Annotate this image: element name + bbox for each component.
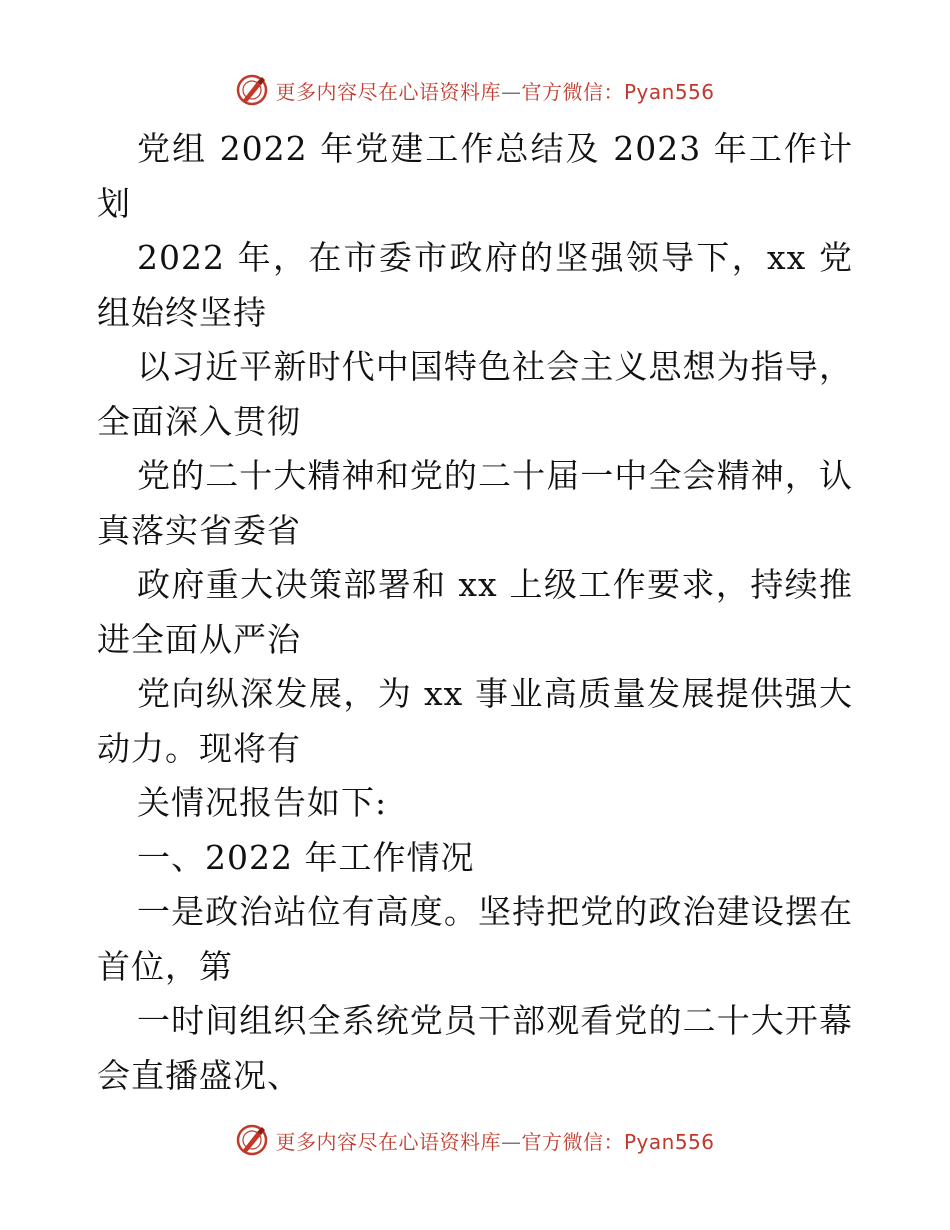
banner-separator: — (500, 1129, 522, 1154)
document-body (97, 122, 853, 1103)
paragraph: 2022 年，在市委市政府的坚强领导下，xx 党组始终坚持 (97, 238, 853, 332)
document-title: 党组 2022 年党建工作总结及 2023 年工作计划 (97, 129, 853, 223)
footer-banner (0, 1120, 950, 1160)
header-banner (0, 70, 950, 110)
banner-text (275, 76, 714, 105)
banner-contact-label: 官方微信： (521, 79, 624, 104)
banner-separator: — (500, 79, 522, 104)
paragraph: 以习近平新时代中国特色社会主义思想为指导，全面深入贯彻 (97, 347, 853, 441)
banner-contact-id: Pyan556 (623, 79, 715, 104)
paragraph: 关情况报告如下: (137, 783, 388, 822)
banner-text (275, 1126, 714, 1155)
paragraph: 一是政治站位有高度。坚持把党的政治建设摆在首位，第 (97, 892, 853, 986)
paragraph: 政府重大决策部署和 xx 上级工作要求，持续推进全面从严治 (97, 565, 853, 659)
paragraph: 党向纵深发展，为 xx 事业高质量发展提供强大动力。现将有 (97, 674, 853, 768)
section-heading: 一、2022 年工作情况 (137, 837, 475, 877)
banner-contact-id: Pyan556 (623, 1129, 715, 1154)
pen-nib-logo-icon (235, 73, 269, 107)
pen-nib-logo-icon (235, 1123, 269, 1157)
banner-main-text: 更多内容尽在心语资料库 (275, 79, 501, 104)
banner-main-text: 更多内容尽在心语资料库 (275, 1129, 501, 1154)
paragraph: 一时间组织全系统党员干部观看党的二十大开幕会直播盛况、 (97, 1001, 853, 1095)
paragraph: 党的二十大精神和党的二十届一中全会精神，认真落实省委省 (97, 456, 853, 550)
banner-contact-label: 官方微信： (521, 1129, 624, 1154)
